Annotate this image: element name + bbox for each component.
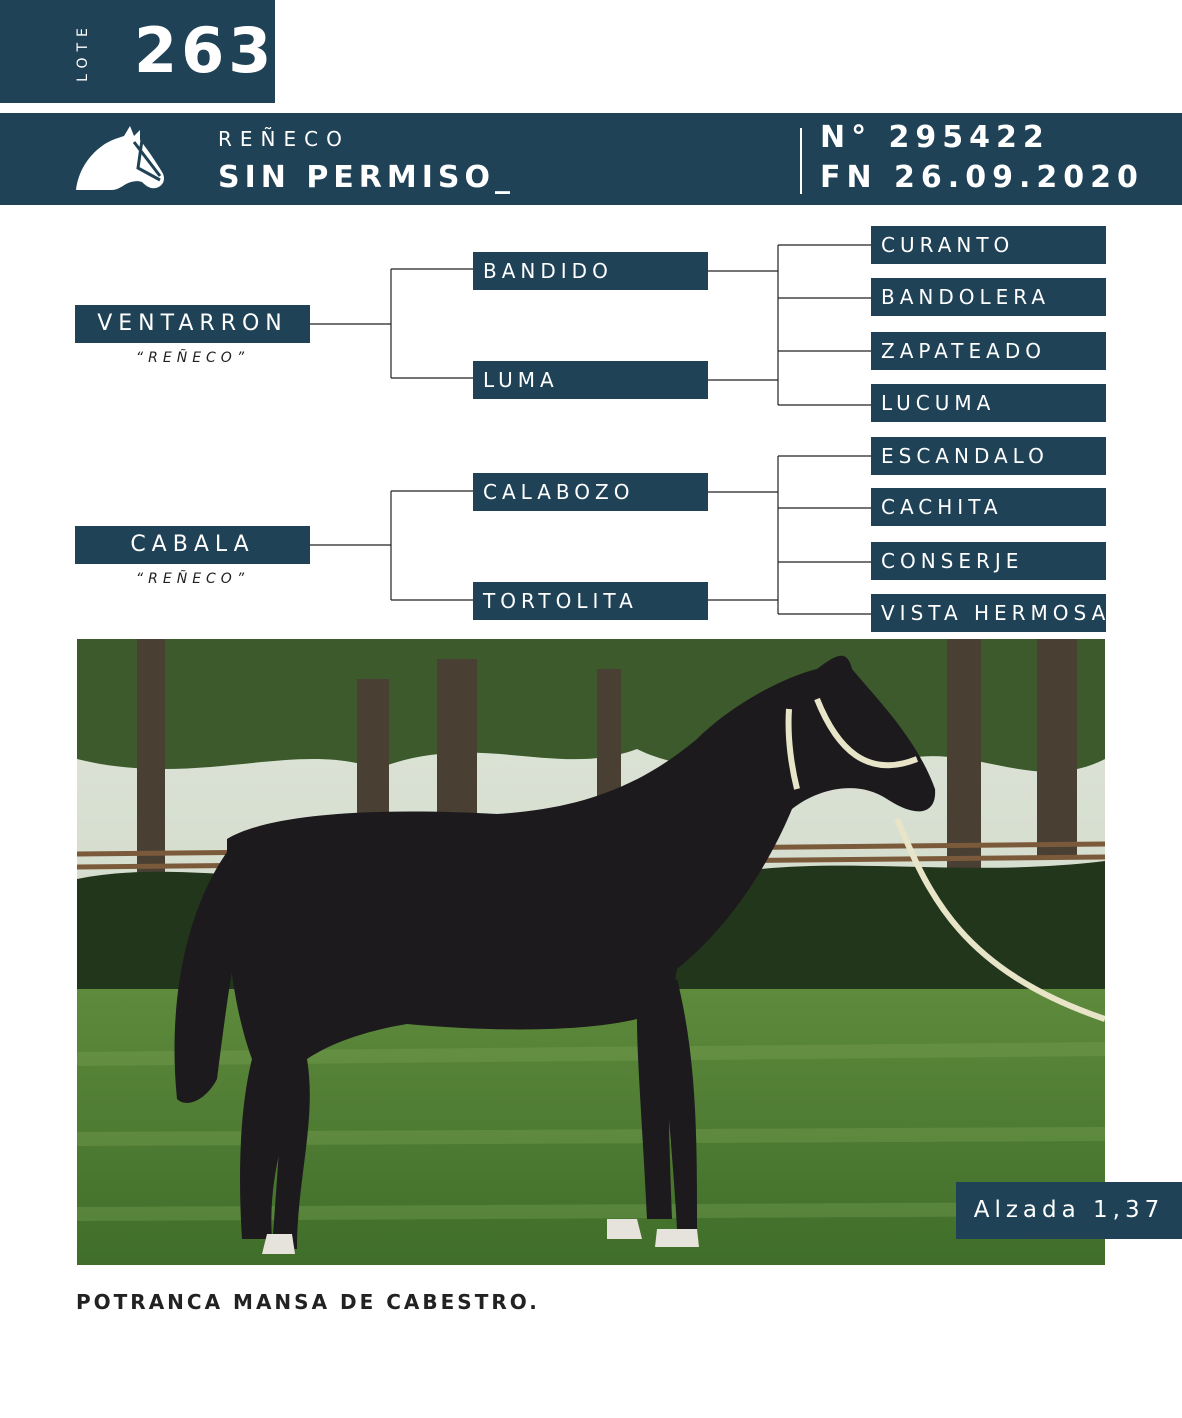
- lot-number: 263: [134, 14, 276, 87]
- sire-affix: “REÑECO”: [135, 350, 250, 366]
- height-tag: Alzada 1,37: [956, 1182, 1182, 1239]
- horse-photo: [77, 639, 1105, 1265]
- birth-date: FN 26.09.2020: [820, 160, 1144, 195]
- great-grandparent-box: CONSERJE: [871, 542, 1106, 580]
- dam-name: CABALA: [75, 526, 310, 564]
- great-grandparent-box: VISTA HERMOSA: [871, 594, 1106, 632]
- great-grandparent-box: LUCUMA: [871, 384, 1106, 422]
- grandparent-box: TORTOLITA: [473, 582, 708, 620]
- dam-affix: “REÑECO”: [135, 571, 250, 587]
- sire-name: VENTARRON: [75, 305, 310, 343]
- grandparent-box: CALABOZO: [473, 473, 708, 511]
- lot-label: LOTE: [75, 22, 91, 82]
- great-grandparent-box: ZAPATEADO: [871, 332, 1106, 370]
- horse-name: SIN PERMISO_: [218, 160, 516, 195]
- great-grandparent-box: ESCANDALO: [871, 437, 1106, 475]
- horse-description: POTRANCA MANSA DE CABESTRO.: [76, 1290, 540, 1314]
- registration-number: N° 295422: [820, 120, 1050, 155]
- grandparent-box: BANDIDO: [473, 252, 708, 290]
- grandparent-box: LUMA: [473, 361, 708, 399]
- great-grandparent-box: CACHITA: [871, 488, 1106, 526]
- great-grandparent-box: BANDOLERA: [871, 278, 1106, 316]
- great-grandparent-box: CURANTO: [871, 226, 1106, 264]
- breeder-name: REÑECO: [218, 127, 350, 151]
